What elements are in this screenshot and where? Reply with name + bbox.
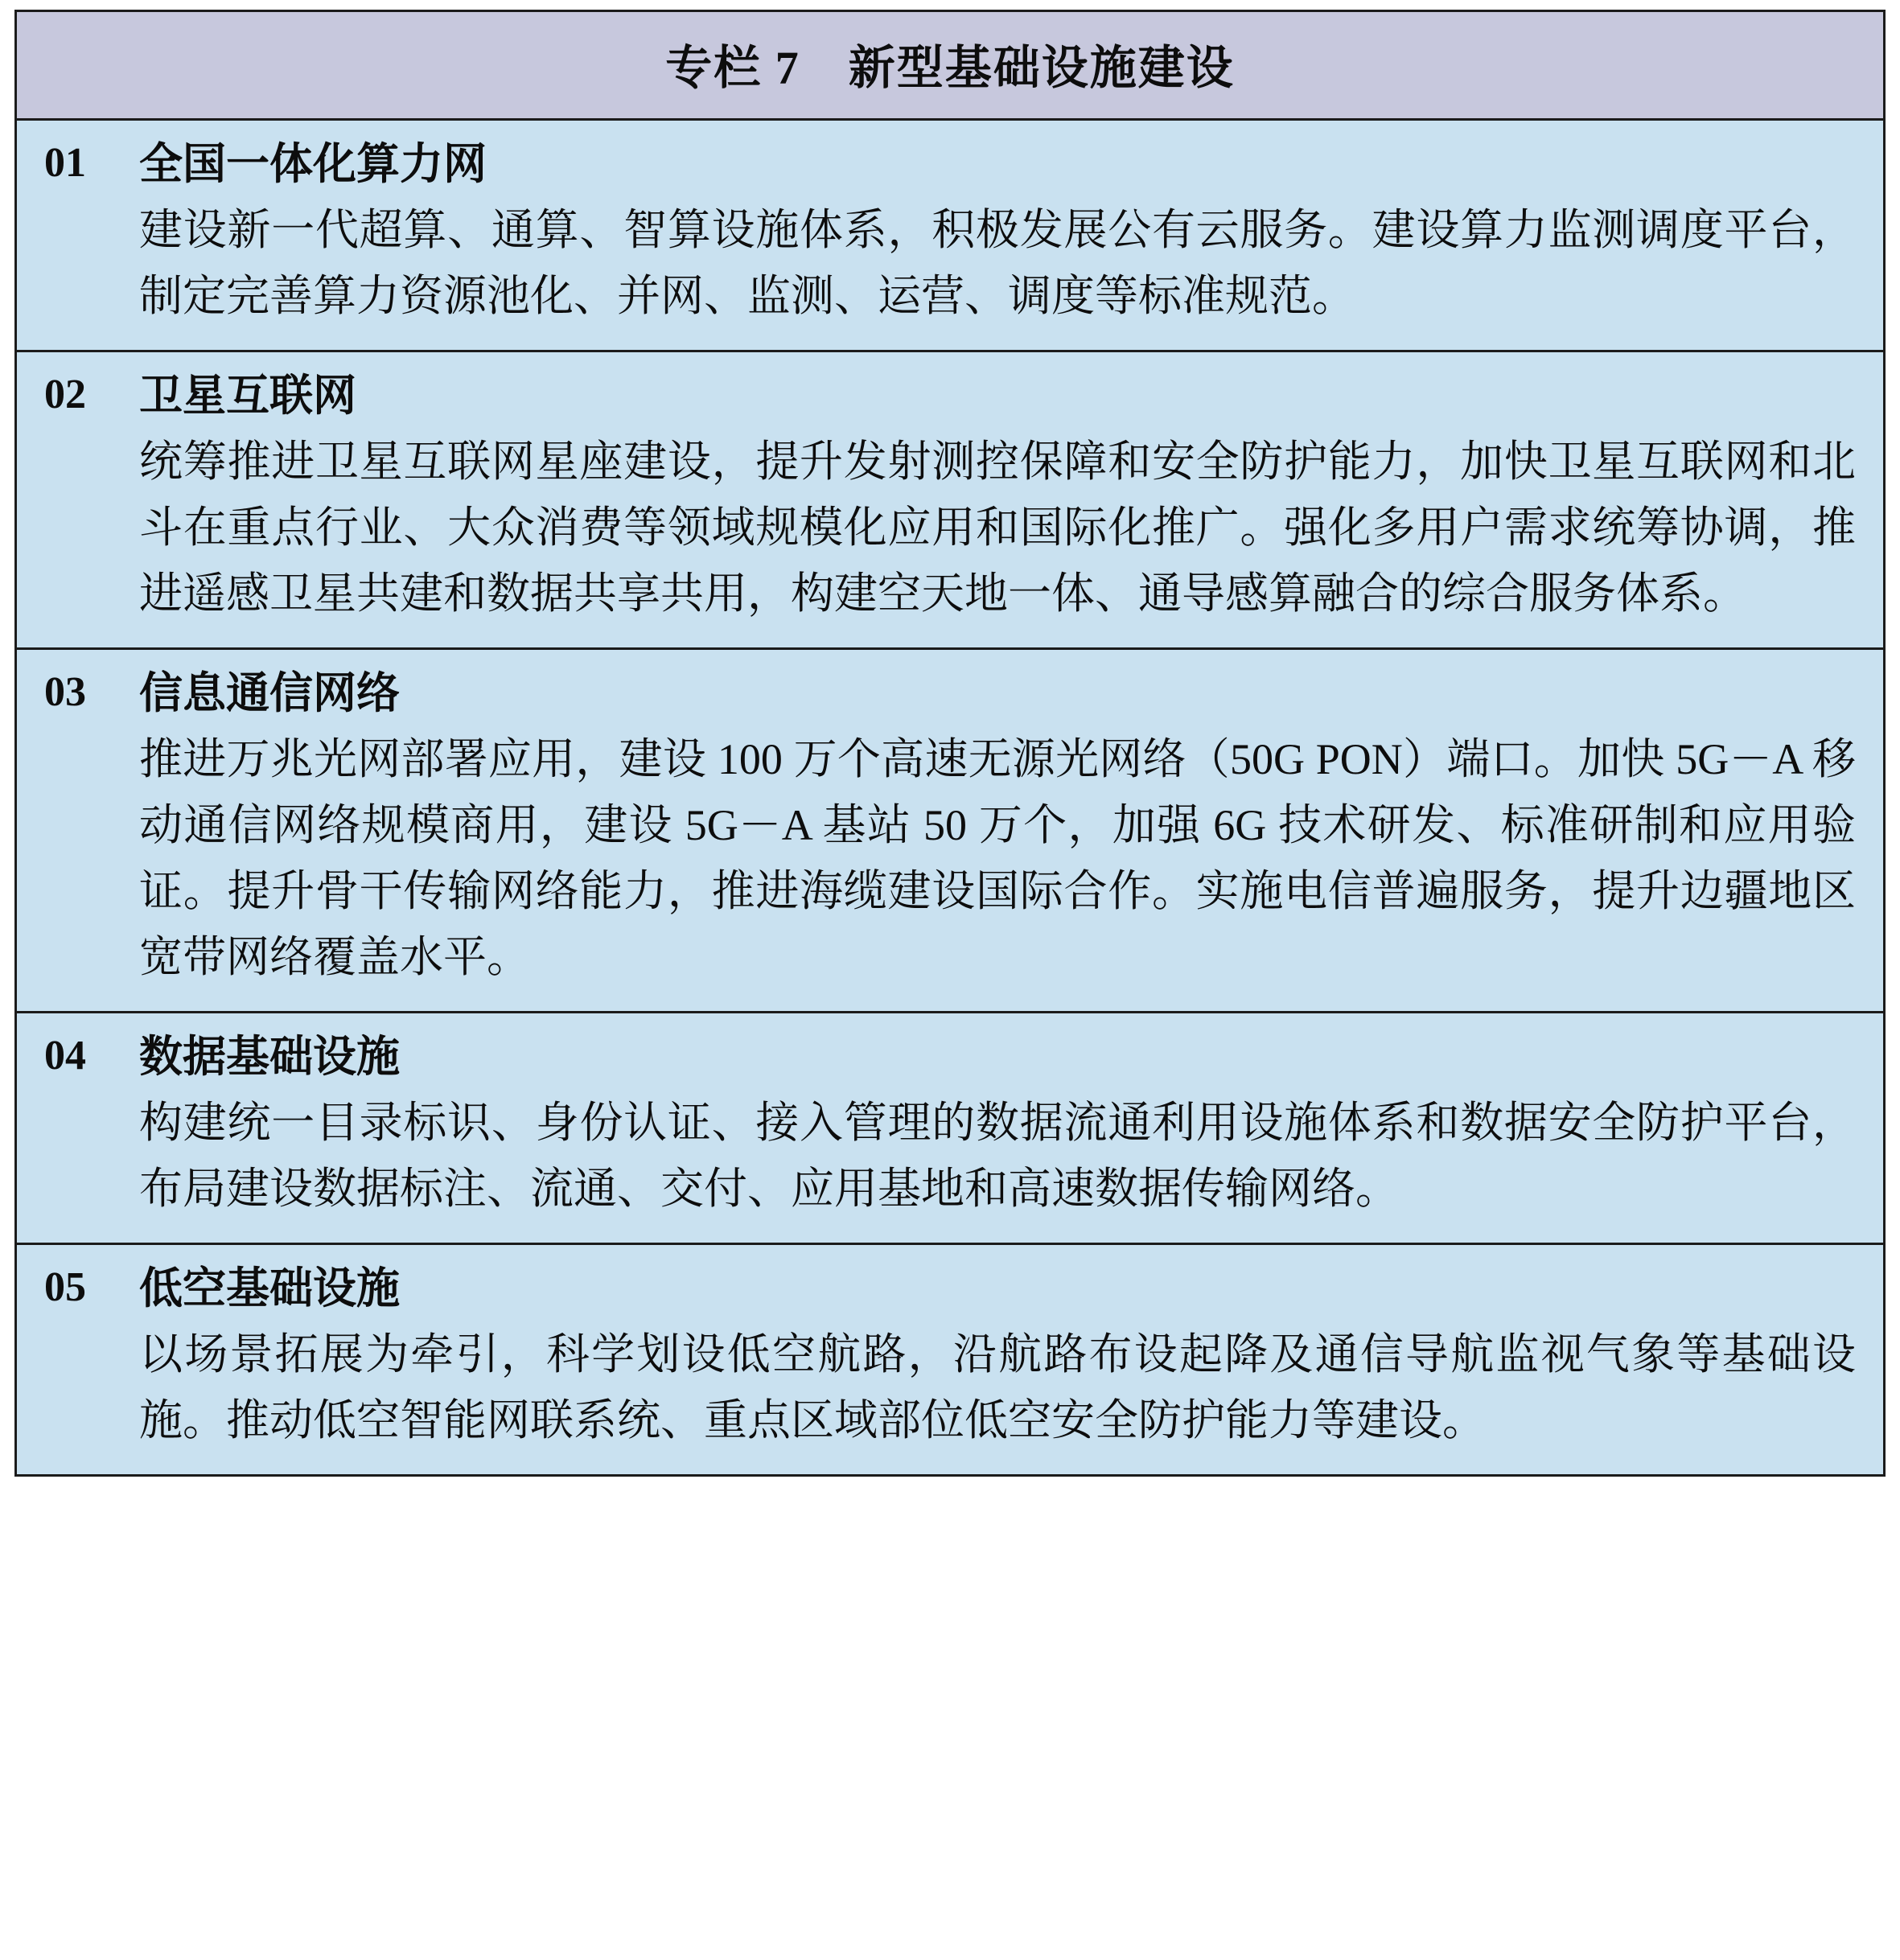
box-header [17,12,1883,121]
item-header [44,367,1856,425]
item-header [44,1028,1856,1087]
item-number: 01 [44,140,86,186]
item-body: 构建统一目录标识、身份认证、接入管理的数据流通利用设施体系和数据安全防护平台，布局建设数据标注、流通、交付、应用基地和高速数据传输网络。 [139,1099,1856,1214]
item-number: 03 [44,669,86,716]
list-item [17,650,1883,1013]
item-number: 05 [44,1264,86,1311]
item-title: 全国一体化算力网 [139,140,487,188]
item-body: 建设新一代超算、通算、智算设施体系，积极发展公有云服务。建设算力监测调度平台，制定完善算力资源池化、并网、监测、运营、调度等标准规范。 [139,205,1856,320]
item-header [44,1259,1856,1318]
list-item [17,1013,1883,1245]
feature-box [14,10,1886,1477]
item-title: 卫星互联网 [139,372,356,421]
item-title: 数据基础设施 [139,1033,400,1082]
item-title: 低空基础设施 [139,1264,400,1313]
item-title: 信息通信网络 [139,669,400,718]
list-item [17,352,1883,650]
item-body: 统筹推进卫星互联网星座建设，提升发射测控保障和安全防护能力，加快卫星互联网和北斗在重点行业、大众消费等领域规模化应用和国际化推广。强化多用户需求统筹协调，推进遥感卫星共建和数据共享共用，构建空天地一体、通导感算融合的综合服务体系。 [139,437,1856,618]
item-number: 02 [44,372,86,418]
item-number: 04 [44,1033,86,1079]
item-header [44,664,1856,723]
list-item [17,1245,1883,1474]
item-body: 推进万兆光网部署应用，建设 100 万个高速无源光网络（50G PON）端口。加快 5G－A 移动通信网络规模商用，建设 5G－A 基站 50 万个，加强 6G 技术研发、标准研制和应用验证。提升骨干传输网络能力，推进海缆建设国际合作。实施电信普遍服务，提升边疆地区宽带网络覆盖水平。 [139,735,1856,982]
item-body: 以场景拓展为牵引，科学划设低空航路，沿航路布设起降及通信导航监视气象等基础设施。推动低空智能网联系统、重点区域部位低空安全防护能力等建设。 [139,1330,1856,1445]
item-header [44,135,1856,194]
list-item [17,121,1883,352]
box-title: 专栏 7 新型基础设施建设 [665,42,1235,94]
